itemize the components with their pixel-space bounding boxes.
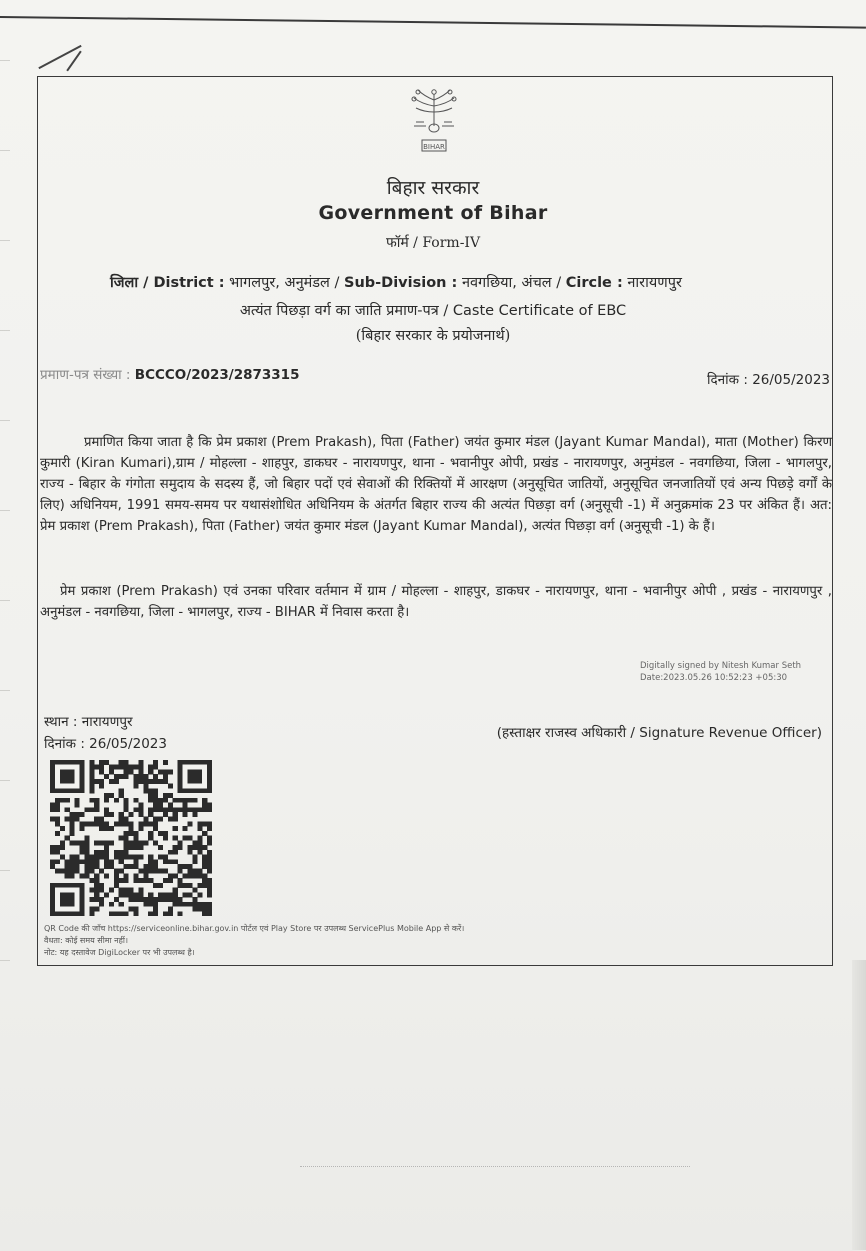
district-value: भागलपुर, अनुमंडल / [229,275,340,291]
digital-signature-signer: Digitally signed by Nitesh Kumar Seth [640,661,802,671]
subdivision-value: नवगछिया, अंचल / [461,275,562,291]
faint-bleedthrough [300,1166,690,1168]
bihar-emblem-icon [408,86,460,156]
page-edge-shadow [852,960,866,1250]
circle-label: Circle : [565,275,623,291]
qr-code-icon [50,760,212,916]
circle-value: नारायणपुर [627,275,682,291]
scan-noise-left [0,20,10,1020]
signature-officer: (हस्ताक्षर राजस्व अधिकारी / Signature Revenue Officer) [496,725,822,741]
validity-note: वैधता: कोई समय सीमा नहीं। [44,936,128,945]
issue-date: दिनांक : 26/05/2023 [44,736,167,752]
govt-title-hindi: बिहार सरकार [386,177,480,199]
residence-paragraph: प्रेम प्रकाश (Prem Prakash) एवं उनका परिवार वर्तमान में ग्राम / मोहल्ला - शाहपुर, डाकघर - नारायणपुर, थाना - भवानीपुर ओपी , प्रखंड - नारायणपुर , अनुमंडल - नवगछिया, जिला - भागलपुर, राज्य - BIHAR में निवास करता है। [40,584,832,620]
certificate-date-value: 26/05/2023 [752,372,830,388]
footer-notes [44,923,464,959]
certificate-date-label: दिनांक : [707,372,748,388]
digital-signature [640,660,801,684]
certification-paragraph: प्रमाणित किया जाता है कि प्रेम प्रकाश (Prem Prakash), पिता (Father) जयंत कुमार मंडल (Jayant Kumar Mandal), माता (Mother) किरण कुमारी (Kiran Kumari),ग्राम / मोहल्ला - शाहपुर, डाकघर - नारायणपुर, थाना - भवानीपुर ओपी, प्रखंड - नारायणपुर, अनुमंडल - नवगछिया, जिला - भागलपुर, राज्य - बिहार के गंगोता समुदाय के सदस्य हैं, जो बिहार पदों एवं सेवाओं की रिक्तियों में आरक्षण (अनुसूचित जातियों, अनुसूचित जनजातियों एवं अन्य पिछड़े वर्गों के लिए) अधिनियम, 1991 समय-समय पर यथासंशोधित अधिनियम के अंतर्गत बिहार राज्य की अत्यंत पिछड़ा वर्ग (अनुसूची -1) में अनुक्रमांक 23 पर अंकित हैं। अत: प्रेम प्रकाश (Prem Prakash), पिता (Father) जयंत कुमार मंडल (Jayant Kumar Mandal), अत्यंत पिछड़ा वर्ग (अनुसूची -1) के हैं। [40,435,832,534]
digital-signature-date: Date:2023.05.26 10:52:23 +05:30 [640,673,788,683]
digilocker-note: नोट: यह दस्तावेज DigiLocker पर भी उपलब्ध है। [44,948,195,957]
certificate-number [40,365,299,383]
certificate-type: अत्यंत पिछड़ा वर्ग का जाति प्रमाण-पत्र / Caste Certificate of EBC [239,303,627,319]
emblem-text: BIHAR [423,143,445,151]
issue-place: स्थान : नारायणपुर [44,714,133,730]
jurisdiction-line [110,272,790,292]
certificate-number-value: BCCCO/2023/2873315 [134,367,300,383]
certificate-purpose: (बिहार सरकार के प्रयोजनार्थ) [355,328,511,344]
form-number: फॉर्म / Form-IV [385,235,481,251]
district-label: जिला / District : [110,275,225,291]
subdivision-label: Sub-Division : [344,275,458,291]
certificate-number-label: प्रमाण-पत्र संख्या : [40,367,131,383]
qr-verification-note: QR Code की जाँच https://serviceonline.bihar.gov.in पोर्टल एवं Play Store पर उपलब्ध ServicePlus Mobile App से करें। [44,924,465,933]
certificate-date [707,370,830,388]
govt-title-english: Government of Bihar [318,202,548,224]
